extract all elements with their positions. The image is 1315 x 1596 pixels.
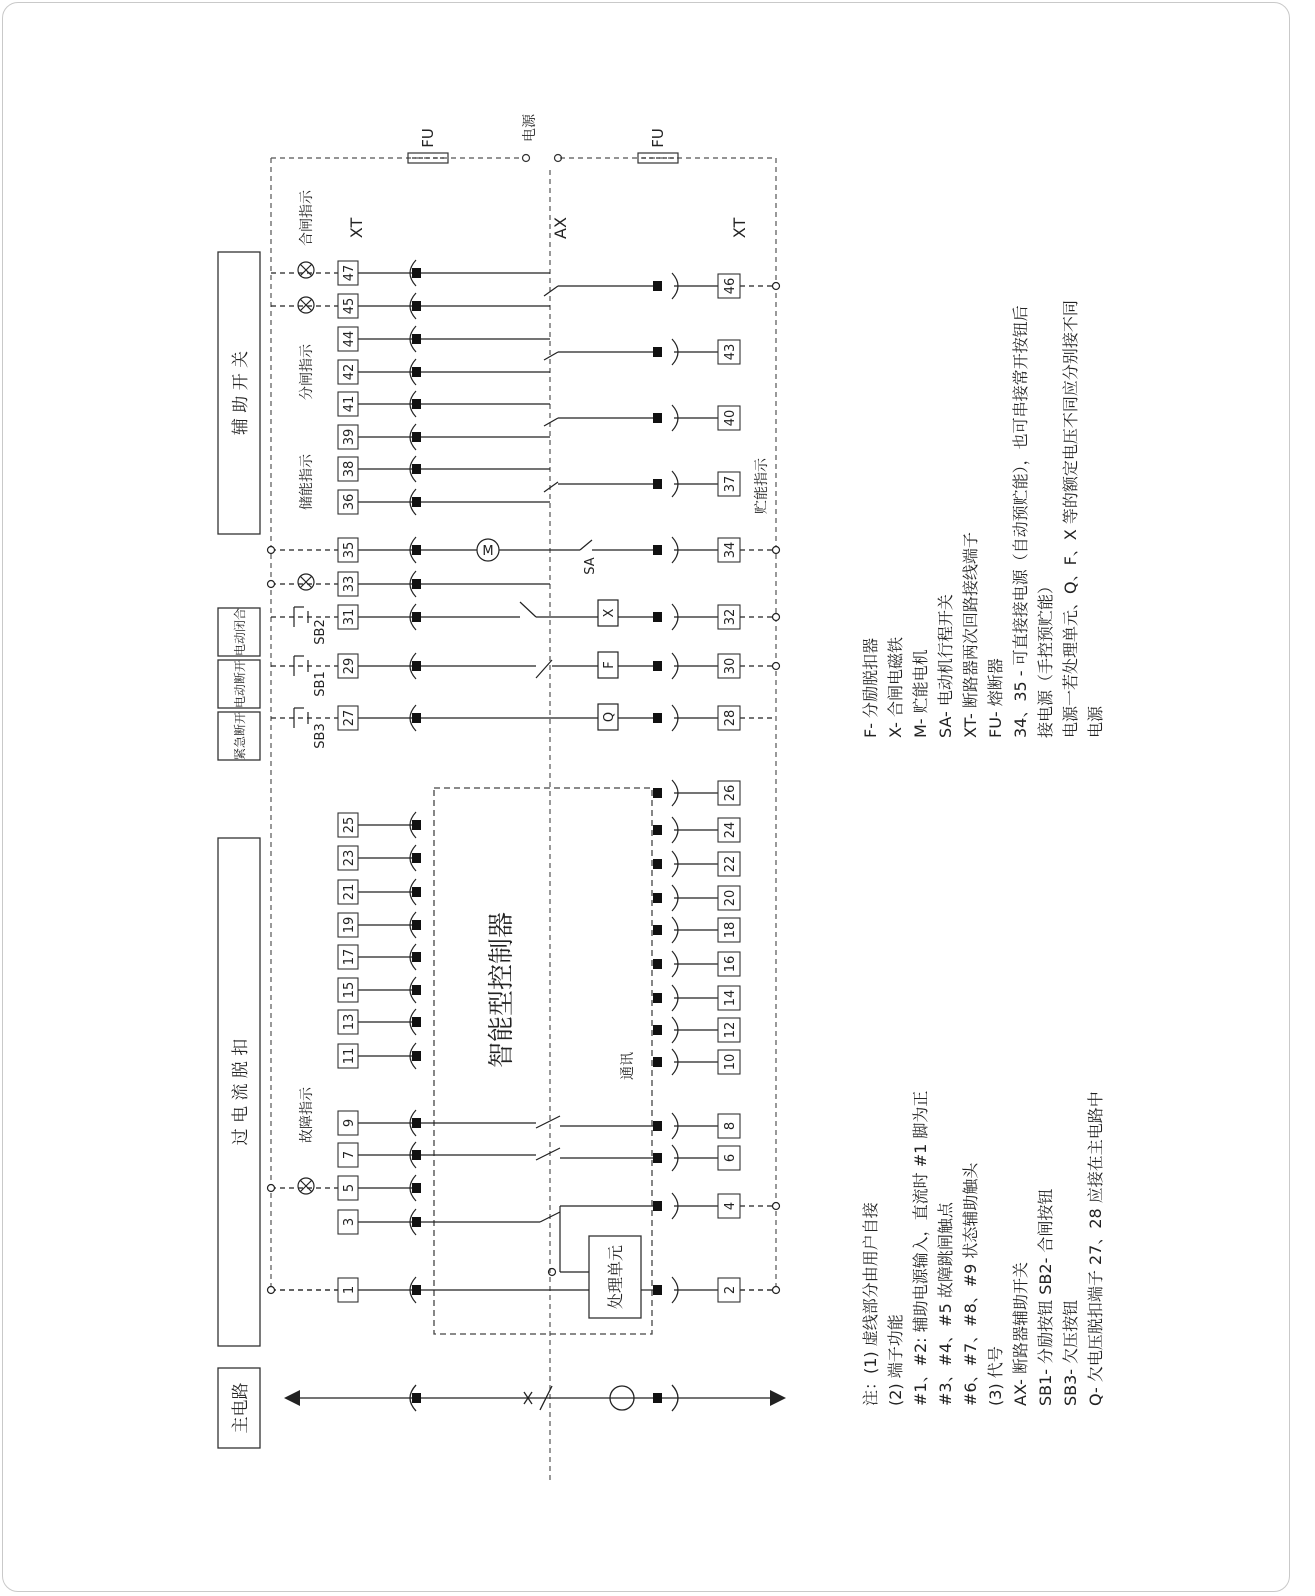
q-label: Q: [602, 711, 617, 723]
svg-text:14: 14: [723, 989, 738, 1007]
svg-text:20: 20: [723, 889, 738, 907]
note-left-line: (3) 代号: [986, 1346, 1005, 1406]
svg-text:17: 17: [342, 948, 357, 966]
terminal-top: [338, 605, 358, 629]
note-right-line: 接电源（手控预贮能）: [1036, 577, 1055, 738]
terminal-bottom: [718, 472, 740, 496]
main-circuit-title: 主电路: [231, 1382, 251, 1434]
svg-text:45: 45: [342, 297, 357, 315]
svg-text:16: 16: [723, 955, 738, 973]
svg-text:40: 40: [723, 409, 738, 427]
svg-text:6: 6: [723, 1153, 738, 1163]
svg-text:5: 5: [342, 1183, 357, 1193]
xt-label-top: XT: [347, 217, 366, 239]
ax-label: AX: [551, 217, 570, 239]
terminal-top: [338, 913, 358, 937]
terminal-top: [338, 1044, 358, 1068]
terminal-top: [338, 1210, 358, 1234]
sb3-label: SB3: [313, 723, 328, 749]
svg-text:39: 39: [342, 428, 357, 446]
svg-text:28: 28: [723, 709, 738, 727]
terminal-top: [338, 1111, 358, 1135]
overcurrent-title: 过 电 流 脱 扣: [231, 1038, 251, 1146]
terminal-bottom: [718, 654, 740, 678]
svg-text:13: 13: [342, 1013, 357, 1031]
terminal-bottom: [718, 406, 740, 430]
main-arrow-right: [770, 1390, 786, 1406]
terminal-bottom: [718, 1114, 740, 1138]
storage-indicator-lamp: [298, 574, 314, 590]
note-right-line: M- 贮能电机: [911, 649, 930, 738]
close-indicator-label: 合闸指示: [299, 190, 315, 246]
comm-label: 通讯: [620, 1052, 636, 1080]
fu-label-bottom: FU: [649, 128, 667, 148]
note-right-line: X- 合闸电磁铁: [886, 636, 905, 738]
emergency-open-title: 紧急断开: [233, 711, 247, 761]
terminal-top: [338, 261, 358, 285]
terminal-bottom: [718, 1018, 740, 1042]
note-right-line: 电源: [1086, 705, 1105, 738]
terminal-bottom: [718, 918, 740, 942]
svg-text:15: 15: [342, 981, 357, 999]
terminal-top: [338, 654, 358, 678]
terminal-bottom: [718, 852, 740, 876]
svg-text:1: 1: [342, 1285, 357, 1295]
svg-text:23: 23: [342, 849, 357, 867]
f-label: F: [602, 661, 617, 669]
sb2-label: SB2: [313, 619, 328, 645]
svg-text:12: 12: [723, 1021, 738, 1039]
note-right-line: 电源一若处理单元、Q、F、X 等的额定电压不同应分别接不同: [1061, 300, 1080, 738]
svg-text:25: 25: [342, 816, 357, 834]
fu-label-top: FU: [419, 128, 437, 148]
controller-label: 智能型控制器: [487, 911, 517, 1069]
svg-text:36: 36: [342, 493, 357, 511]
terminal-bottom: [718, 952, 740, 976]
note-right-line: FU- 熔断器: [986, 658, 1005, 738]
terminal-top: [338, 360, 358, 384]
terminal-bottom: [718, 274, 740, 298]
svg-text:21: 21: [342, 883, 357, 901]
terminal-bottom: [718, 1050, 740, 1074]
svg-text:2: 2: [723, 1285, 738, 1295]
sb1-label: SB1: [313, 671, 328, 697]
terminal-bottom: [718, 340, 740, 364]
storage-indicator-top-label: 储能指示: [299, 454, 315, 510]
note-left-line: (2) 端子功能: [886, 1314, 905, 1406]
terminal-top: [338, 1278, 358, 1302]
terminal-bottom: [718, 818, 740, 842]
open-indicator-lamp: [298, 297, 314, 313]
aux-switch-title: 辅 助 开 关: [231, 350, 251, 436]
svg-text:9: 9: [342, 1118, 357, 1128]
terminal-top: [338, 392, 358, 416]
svg-text:10: 10: [723, 1053, 738, 1071]
note-left-line: SB1- 分励按钮 SB2- 合闸按钮: [1036, 1188, 1055, 1406]
note-left-line: Q- 欠电压脱扣端子 27、28 应接在主电路中: [1086, 1091, 1105, 1406]
svg-text:3: 3: [342, 1217, 357, 1227]
note-left-line: #3、#4、#5 故障跳闸触点: [936, 1202, 955, 1406]
terminal-top: [338, 1010, 358, 1034]
storage-indicator-bottom-label: 贮能指示: [754, 458, 770, 514]
power-label: 电源: [522, 114, 538, 142]
terminal-top: [338, 1143, 358, 1167]
terminal-top: [338, 846, 358, 870]
note-left-line: AX- 断路器辅助开关: [1011, 1262, 1030, 1406]
svg-text:30: 30: [723, 657, 738, 675]
terminal-top: [338, 880, 358, 904]
svg-text:24: 24: [723, 821, 738, 839]
svg-text:41: 41: [342, 395, 357, 413]
terminal-top: [338, 978, 358, 1002]
terminal-top: [338, 945, 358, 969]
note-right-line: 34、35 - 可直接接电源（自动预贮能），也可串接常开按钮后: [1011, 305, 1030, 738]
svg-text:46: 46: [723, 277, 738, 295]
svg-text:37: 37: [723, 475, 738, 493]
terminal-bottom: [718, 886, 740, 910]
svg-text:8: 8: [723, 1121, 738, 1131]
svg-text:11: 11: [342, 1047, 357, 1065]
svg-text:29: 29: [342, 657, 357, 675]
note-left-line: 注：(1) 虚线部分由用户自接: [861, 1202, 880, 1406]
sa-label: SA: [583, 557, 598, 575]
note-right-line: XT- 断路器两次回路接线端子: [961, 532, 980, 738]
terminal-top: [338, 294, 358, 318]
svg-text:7: 7: [342, 1150, 357, 1160]
svg-text:18: 18: [723, 921, 738, 939]
svg-text:4: 4: [723, 1201, 738, 1211]
svg-text:33: 33: [342, 575, 357, 593]
terminal-top: [338, 425, 358, 449]
main-arrow-left: [284, 1390, 300, 1406]
terminal-bottom: [718, 538, 740, 562]
svg-text:42: 42: [342, 363, 357, 381]
terminal-bottom: [718, 1194, 740, 1218]
svg-text:31: 31: [342, 608, 357, 626]
svg-text:19: 19: [342, 916, 357, 934]
svg-text:43: 43: [723, 343, 738, 361]
main-circuit: [300, 1385, 770, 1411]
note-right-line: F- 分励脱扣器: [861, 637, 880, 738]
svg-text:38: 38: [342, 460, 357, 478]
terminal-top: [338, 327, 358, 351]
terminal-top: [338, 1176, 358, 1200]
svg-text:47: 47: [342, 264, 357, 282]
terminal-top: [338, 538, 358, 562]
x-label: X: [602, 608, 617, 618]
terminal-bottom: [718, 605, 740, 629]
fault-indicator-lamp: [298, 1178, 314, 1194]
terminal-top: [338, 490, 358, 514]
electric-close-title: 电动闭合: [233, 607, 247, 657]
motor-label: M: [482, 544, 494, 559]
note-right-line: SA- 电动机行程开关: [936, 594, 955, 738]
terminal-top: [338, 572, 358, 596]
svg-text:44: 44: [342, 330, 357, 348]
fault-indicator-label: 故障指示: [299, 1087, 315, 1143]
note-left-line: #1、#2: 辅助电源输入，直流时 #1 脚为正: [911, 1090, 930, 1406]
terminal-top: [338, 706, 358, 730]
terminal-bottom: [718, 1278, 740, 1302]
power-supply: [408, 153, 678, 163]
note-left-line: SB3- 欠压按钮: [1061, 1299, 1080, 1406]
processing-unit-label: 处理单元: [606, 1244, 625, 1310]
terminal-bottom: [718, 986, 740, 1010]
electric-open-title: 电动断开: [233, 659, 247, 709]
svg-text:35: 35: [342, 541, 357, 559]
terminal-bottom: [718, 781, 740, 805]
open-indicator-label: 分闸指示: [299, 344, 315, 400]
svg-text:34: 34: [723, 541, 738, 559]
terminal-bottom: [718, 1146, 740, 1170]
note-left-line: #6、#7、#8、#9 状态辅助触头: [961, 1162, 980, 1406]
xt-label-bottom: XT: [730, 217, 749, 239]
svg-text:32: 32: [723, 608, 738, 626]
close-indicator-lamp: [298, 262, 314, 278]
terminal-top: [338, 813, 358, 837]
terminal-top: [338, 457, 358, 481]
svg-text:22: 22: [723, 855, 738, 873]
svg-text:27: 27: [342, 709, 357, 727]
terminal-bottom: [718, 706, 740, 730]
svg-text:26: 26: [723, 784, 738, 802]
